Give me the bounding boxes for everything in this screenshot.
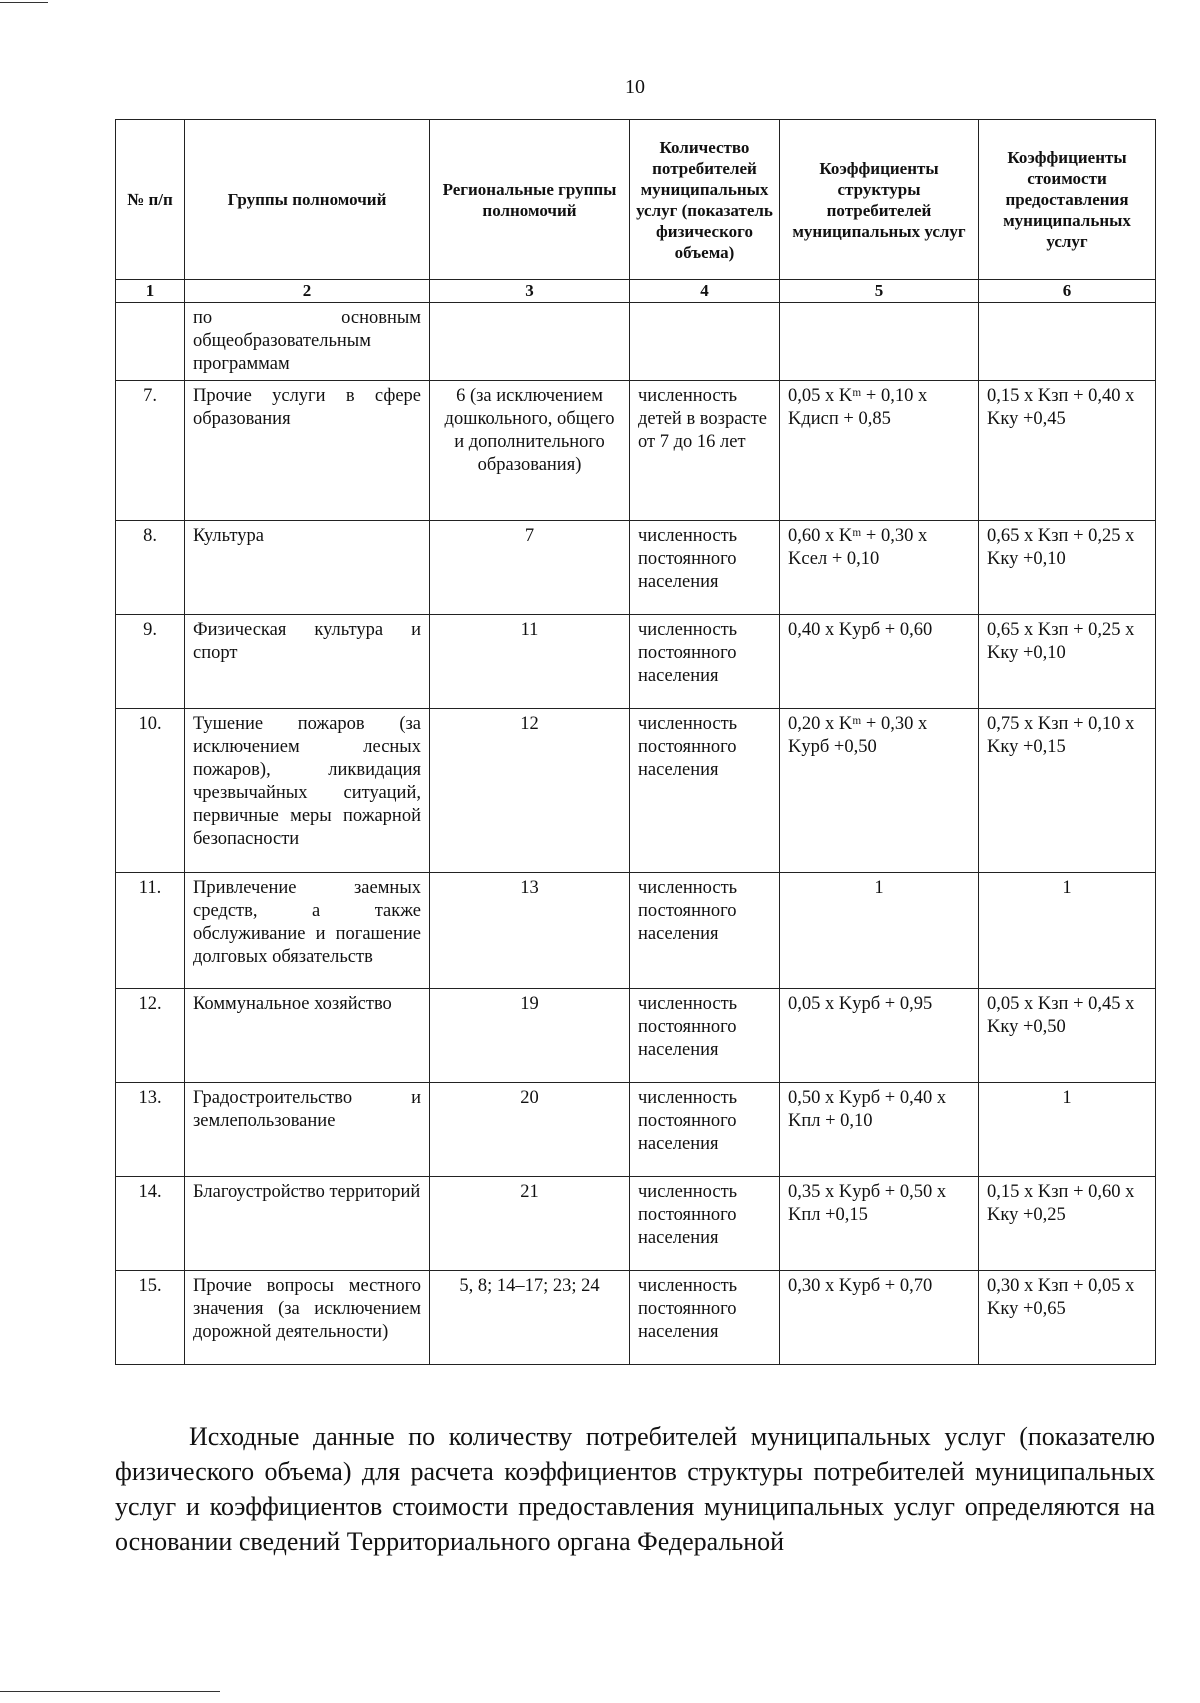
column-number: 6 [979, 280, 1156, 303]
header-cost-coef: Коэффициенты стоимости предоставления муниципальных услуг [979, 120, 1156, 280]
column-number-row [116, 280, 1156, 303]
row-regional: 11 [430, 615, 630, 709]
row-structure-coef: 0,35 x Kурб + 0,50 x Kпл +0,15 [780, 1177, 979, 1271]
row-consumers: численность постоянного населения [630, 709, 780, 873]
row-consumers [630, 303, 780, 381]
row-consumers: численность постоянного населения [630, 1271, 780, 1365]
row-regional: 7 [430, 521, 630, 615]
row-number: 14. [116, 1177, 185, 1271]
column-number: 1 [116, 280, 185, 303]
column-number: 5 [780, 280, 979, 303]
row-group: Прочие услуги в сфере образования [185, 381, 430, 521]
bottom-rule [0, 1691, 220, 1692]
coefficients-table [115, 119, 1156, 1365]
row-structure-coef: 0,05 x Kᵐ + 0,10 x Kдисп + 0,85 [780, 381, 979, 521]
row-cost-coef: 0,75 x Kзп + 0,10 x Kку +0,15 [979, 709, 1156, 873]
header-num: № п/п [116, 120, 185, 280]
row-cost-coef: 0,65 x Kзп + 0,25 x Kку +0,10 [979, 615, 1156, 709]
row-cost-coef: 0,05 x Kзп + 0,45 x Kку +0,50 [979, 989, 1156, 1083]
row-structure-coef: 0,20 x Kᵐ + 0,30 x Kурб +0,50 [780, 709, 979, 873]
table-row [116, 709, 1156, 873]
header-structure-coef: Коэффициенты структуры потребителей муниципальных услуг [780, 120, 979, 280]
row-regional: 6 (за исключением дошкольного, общего и дополнительного образования) [430, 381, 630, 521]
row-structure-coef: 0,50 x Kурб + 0,40 x Kпл + 0,10 [780, 1083, 979, 1177]
row-regional [430, 303, 630, 381]
row-regional: 13 [430, 873, 630, 989]
table-row [116, 303, 1156, 381]
table-header-row [116, 120, 1156, 280]
row-structure-coef: 0,30 x Kурб + 0,70 [780, 1271, 979, 1365]
row-structure-coef: 0,05 x Kурб + 0,95 [780, 989, 979, 1083]
row-group: Культура [185, 521, 430, 615]
row-group: Физическая культура и спорт [185, 615, 430, 709]
table-row [116, 873, 1156, 989]
row-regional: 20 [430, 1083, 630, 1177]
row-cost-coef: 1 [979, 1083, 1156, 1177]
row-structure-coef: 0,60 x Kᵐ + 0,30 x Kсел + 0,10 [780, 521, 979, 615]
row-number: 15. [116, 1271, 185, 1365]
row-cost-coef [979, 303, 1156, 381]
row-regional: 12 [430, 709, 630, 873]
row-group: Привлечение заемных средств, а также обслуживание и погашение долговых обязательств [185, 873, 430, 989]
column-number: 4 [630, 280, 780, 303]
column-number: 2 [185, 280, 430, 303]
row-number: 12. [116, 989, 185, 1083]
row-cost-coef: 0,65 x Kзп + 0,25 x Kку +0,10 [979, 521, 1156, 615]
row-consumers: численность постоянного населения [630, 873, 780, 989]
row-number: 7. [116, 381, 185, 521]
table-row [116, 521, 1156, 615]
row-number [116, 303, 185, 381]
coefficients-table-wrapper [115, 119, 1155, 1365]
row-number: 9. [116, 615, 185, 709]
header-groups: Группы полномочий [185, 120, 430, 280]
table-row [116, 1271, 1156, 1365]
row-group: Коммунальное хозяйство [185, 989, 430, 1083]
row-number: 11. [116, 873, 185, 989]
row-regional: 19 [430, 989, 630, 1083]
row-group: Прочие вопросы местного значения (за исключением дорожной деятельности) [185, 1271, 430, 1365]
row-group: Тушение пожаров (за исключением лесных пожаров), ликвидация чрезвычайных ситуаций, первичные меры пожарной безопасности [185, 709, 430, 873]
row-regional: 21 [430, 1177, 630, 1271]
column-number: 3 [430, 280, 630, 303]
table-row [116, 1177, 1156, 1271]
row-consumers: численность постоянного населения [630, 1177, 780, 1271]
row-cost-coef: 0,15 x Kзп + 0,40 x Kку +0,45 [979, 381, 1156, 521]
page-number: 10 [625, 76, 645, 98]
row-number: 8. [116, 521, 185, 615]
corner-mark [0, 2, 48, 3]
row-cost-coef: 1 [979, 873, 1156, 989]
table-row [116, 381, 1156, 521]
row-group: Благоустройство территорий [185, 1177, 430, 1271]
row-group: по основным общеобразовательным программам [185, 303, 430, 381]
row-structure-coef: 0,40 x Kурб + 0,60 [780, 615, 979, 709]
row-group: Градостроительство и землепользование [185, 1083, 430, 1177]
body-paragraph: Исходные данные по количеству потребителей муниципальных услуг (показателю физического объема) для расчета коэффициентов структуры потребителей муниципальных услуг и коэффициентов стоимости предоставления муниципальных услуг определяются на основании сведений Территориального органа Федеральной [115, 1422, 1155, 1556]
row-number: 10. [116, 709, 185, 873]
row-consumers: численность постоянного населения [630, 989, 780, 1083]
row-consumers: численность постоянного населения [630, 521, 780, 615]
header-regional-groups: Региональные группы полномочий [430, 120, 630, 280]
row-consumers: численность постоянного населения [630, 1083, 780, 1177]
table-row [116, 989, 1156, 1083]
row-cost-coef: 0,30 x Kзп + 0,05 x Kку +0,65 [979, 1271, 1156, 1365]
row-regional: 5, 8; 14–17; 23; 24 [430, 1271, 630, 1365]
row-consumers: численность детей в возрасте от 7 до 16 лет [630, 381, 780, 521]
table-row [116, 1083, 1156, 1177]
row-structure-coef [780, 303, 979, 381]
row-structure-coef: 1 [780, 873, 979, 989]
header-consumers: Количество потребителей муниципальных услуг (показатель физического объема) [630, 120, 780, 280]
table-body [116, 303, 1156, 1365]
table-row [116, 615, 1156, 709]
row-number: 13. [116, 1083, 185, 1177]
row-consumers: численность постоянного населения [630, 615, 780, 709]
row-cost-coef: 0,15 x Kзп + 0,60 x Kку +0,25 [979, 1177, 1156, 1271]
